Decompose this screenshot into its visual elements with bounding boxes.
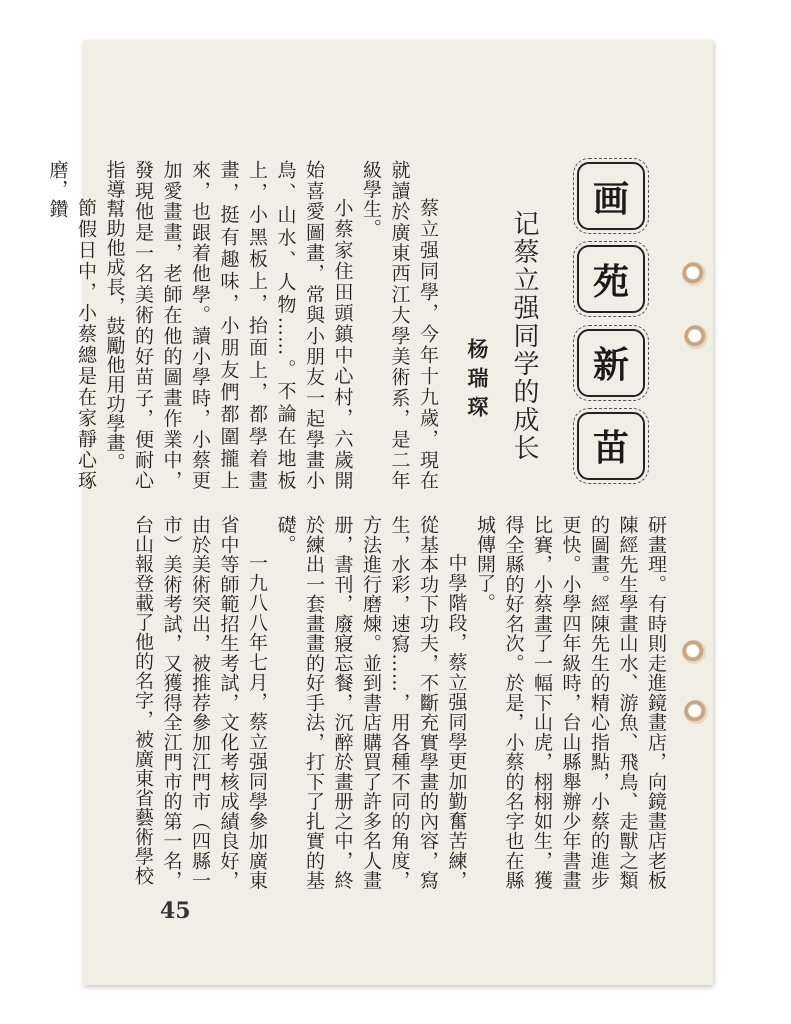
title-char-1: 画 bbox=[577, 162, 645, 230]
title-char-4: 苗 bbox=[577, 412, 645, 480]
subtitle: 记蔡立强同学的成长 bbox=[509, 210, 539, 462]
title-block bbox=[572, 162, 650, 480]
paragraph: 研畫理。有時則走進鏡畫店，向鏡畫店老板陳經先生學畫山水、游魚、飛鳥、走獸之類的圖畫。經陳先生的精心指點，小蔡的進步更快。小學四年級時，台山縣舉辦少年書畫比賽，小蔡畫了一幅下山虎，栩栩如生，獲得全縣的好名次。於是，小蔡的名字也在縣城傳開了。 bbox=[474, 515, 667, 890]
article-bottom-section bbox=[130, 515, 670, 890]
binding-hole bbox=[684, 325, 708, 349]
paragraph: 一九八八年七月，蔡立强同學參加廣東省中等師範招生考試，文化考核成績良好，由於美術突出，被推荐參加江門市（四縣一市）美術考試，又獲得全江門市的第一名，台山報登載了他的名字，被廣東省藝術學校 bbox=[132, 515, 268, 890]
paragraph: 中學階段，蔡立强同學更加勤奮苦練，從基本功下功夫，不斷充實學畫的內容，寫生，水彩，速寫……，用各種不同的角度，方法進行磨煉。並到書店購買了許多名人畫册，書刊，廢寢忘餐，沉醉於畫册之中，終於練出一套畫畫的好手法，打下了扎實的基礎。 bbox=[274, 515, 468, 890]
title-char-2: 苑 bbox=[577, 245, 645, 313]
binding-hole bbox=[682, 640, 706, 664]
page-number: 45 bbox=[160, 898, 191, 924]
binding-hole bbox=[682, 262, 706, 286]
author-name: 杨瑞琛 bbox=[465, 338, 490, 425]
title-char-3: 新 bbox=[577, 329, 645, 397]
article-top-section bbox=[46, 160, 442, 490]
paragraph: 小蔡家住田頭鎮中心村，六歲開始喜愛圖畫，常與小朋友一起學畫小鳥、山水、人物……。不論在地板上，小黑板上，抬面上，都學着畫畫，挺有趣味，小朋友們都圍攏上來，也跟着他學。讀小學時，小蔡更加愛畫畫，老師在他的圖畫作業中，發現他是一名美術的好苗子，便耐心指導幫助他成長，鼓勵他用功學畫。 bbox=[103, 160, 354, 490]
paragraph: 蔡立强同學，今年十九歲，現在就讀於廣東西江大學美術系，是二年級學生。 bbox=[360, 160, 439, 490]
paragraph: 節假日中，小蔡總是在家靜心琢磨，鑽 bbox=[46, 160, 97, 490]
binding-hole bbox=[684, 700, 708, 724]
